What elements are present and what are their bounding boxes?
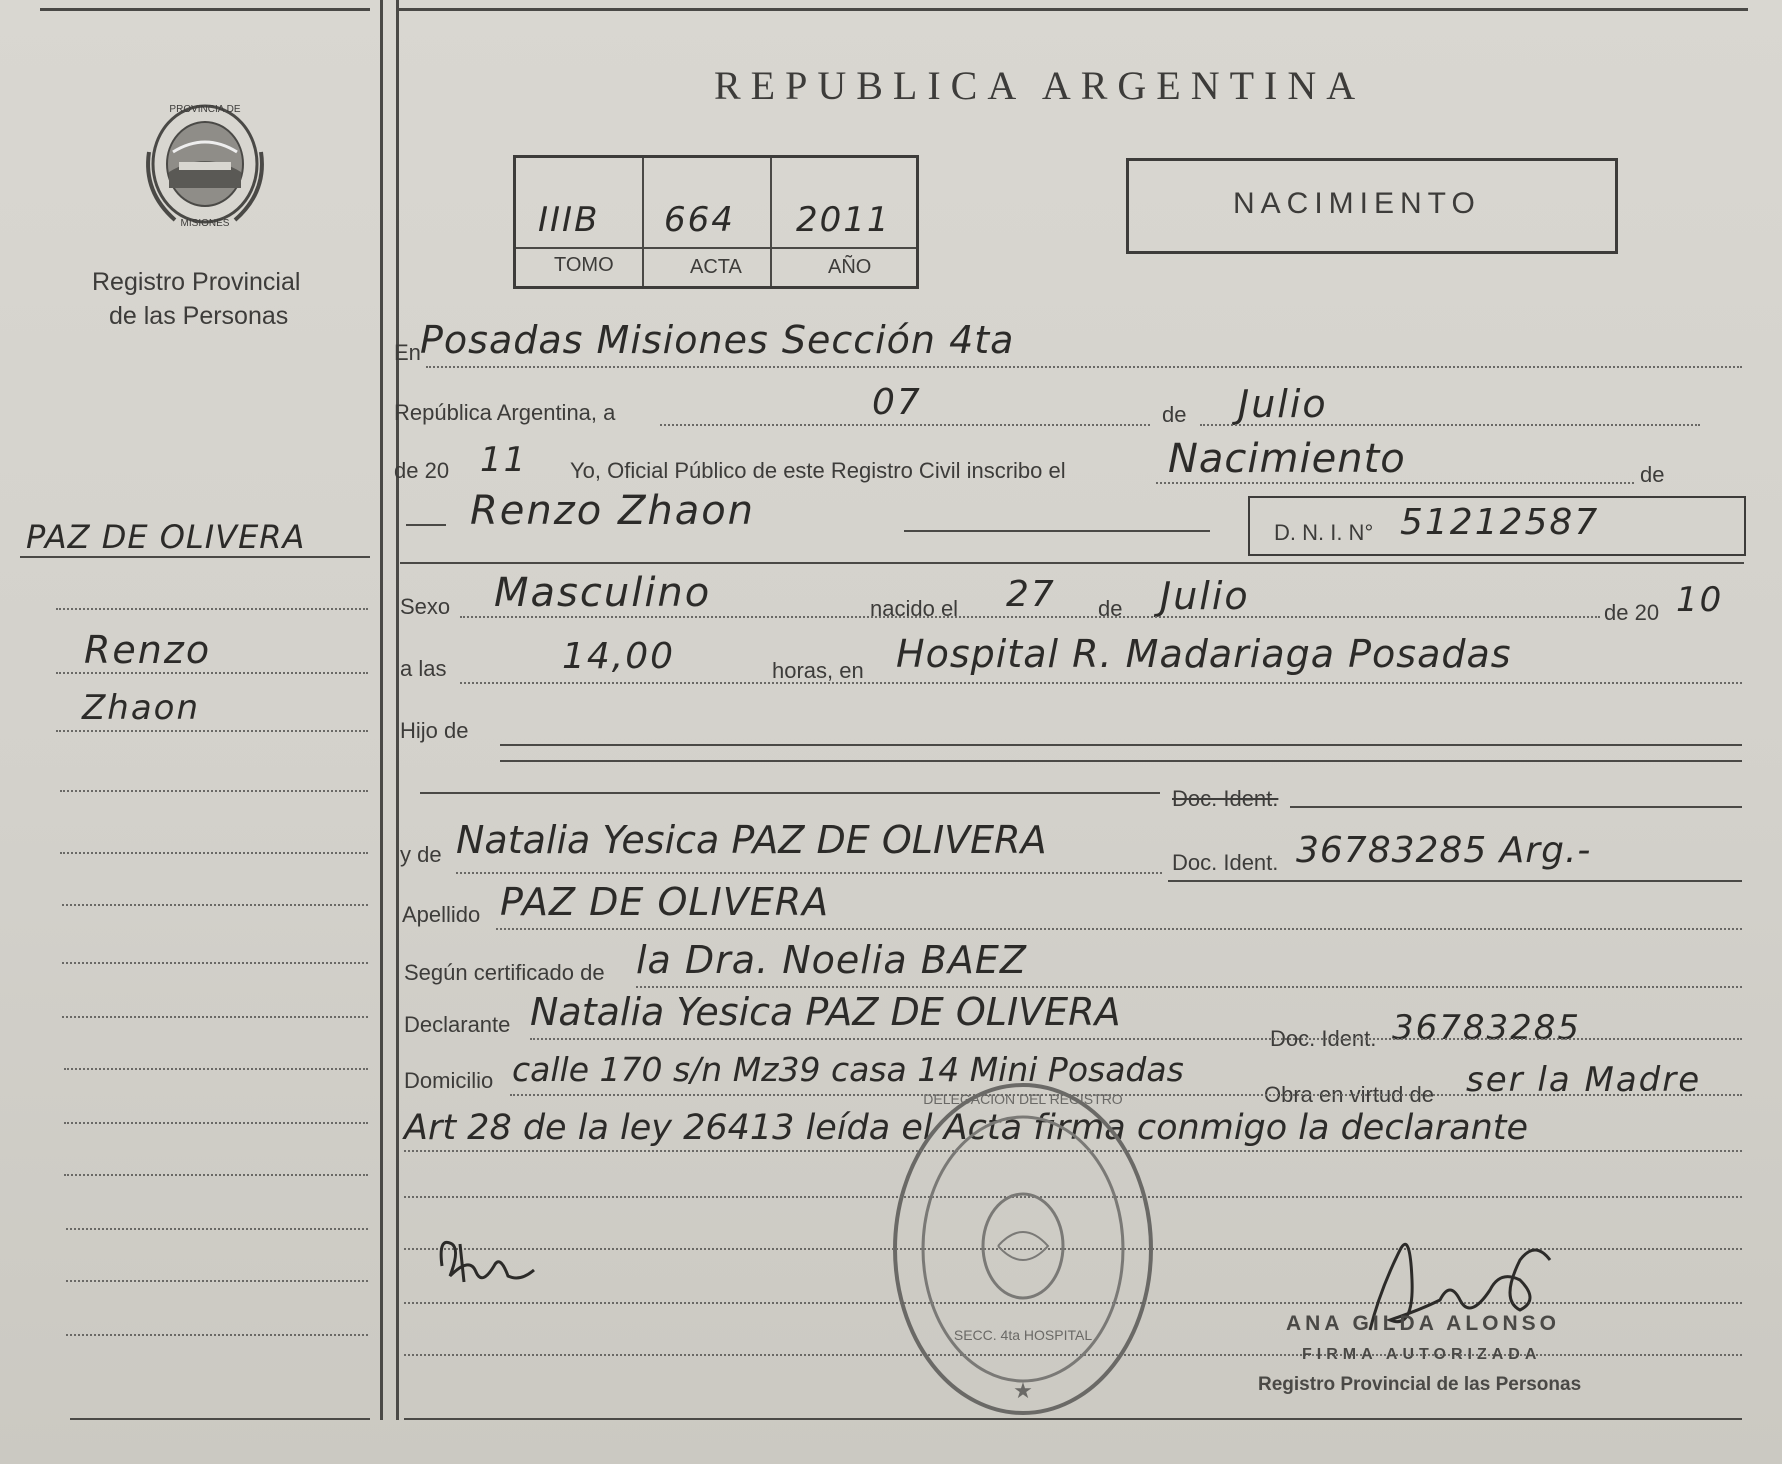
- madre-doc-line: [1168, 880, 1742, 882]
- en-value: Posadas Misiones Sección 4ta: [420, 318, 1015, 362]
- registry-name-line2: de las Personas: [109, 302, 289, 330]
- seal-bottom-text: MISIONES: [180, 218, 230, 229]
- domicilio-value: calle 170 s/n Mz39 casa 14 Mini Posadas: [512, 1050, 1184, 1089]
- margin-row: [60, 852, 368, 854]
- alas-line: [460, 682, 1742, 684]
- de-label: de: [1162, 402, 1187, 427]
- docident1-line: [1290, 806, 1742, 808]
- dni-value: 51212587: [1400, 502, 1600, 543]
- nacido-year: 10: [1676, 580, 1724, 620]
- segun-label: Según certificado de: [404, 960, 605, 985]
- apellido-value: PAZ DE OLIVERA: [500, 880, 830, 924]
- padre-line: [420, 792, 1160, 794]
- nacido-day: 27: [1006, 574, 1056, 615]
- provincial-seal-icon: [135, 92, 275, 237]
- record-box-rule: [516, 247, 916, 249]
- madre-doc: 36783285 Arg.-: [1296, 830, 1592, 871]
- nombre-value: Renzo Zhaon: [470, 488, 756, 534]
- tomo-value: IIIB: [538, 200, 600, 240]
- year-value: 11: [480, 440, 528, 480]
- margin-bottom-rule: [70, 1418, 370, 1420]
- margin-row: [64, 1122, 368, 1124]
- yde-label: y de: [400, 842, 442, 867]
- republica-line: [660, 424, 1150, 426]
- declarante-value: Natalia Yesica PAZ DE OLIVERA: [530, 990, 1121, 1034]
- segun-line: [636, 986, 1742, 988]
- tomo-label: TOMO: [554, 254, 614, 276]
- alas-label: a las: [400, 656, 447, 681]
- hijo-line-2: [500, 760, 1742, 762]
- record-type-label: NACIMIENTO: [1233, 187, 1481, 220]
- seal-top-text: PROVINCIA DE: [169, 104, 241, 115]
- nacido-month: Julio: [1160, 574, 1250, 618]
- margin-row: [56, 608, 368, 610]
- madre-value: Natalia Yesica PAZ DE OLIVERA: [456, 818, 1047, 862]
- document-title: REPUBLICA ARGENTINA: [714, 63, 1366, 108]
- obra-label: Obra en virtud de: [1264, 1082, 1434, 1107]
- column-divider-left: [380, 0, 383, 1420]
- ano-value: 2011: [796, 200, 891, 240]
- declarant-signature-icon: [430, 1226, 550, 1296]
- acta-value: 664: [664, 200, 735, 240]
- margin-row: [66, 1334, 368, 1336]
- art-value: Art 28 de la ley 26413 leída el Acta firma conmigo la declarante: [404, 1108, 1529, 1148]
- domicilio-label: Domicilio: [404, 1068, 494, 1093]
- horas-label: horas, en: [772, 658, 864, 683]
- acto-value: Nacimiento: [1168, 436, 1406, 482]
- margin-row: [62, 1016, 368, 1018]
- acto-line: [1156, 482, 1634, 484]
- top-rule-right: [396, 8, 1748, 11]
- docident3-label: Doc. Ident.: [1270, 1026, 1377, 1051]
- hijo-label: Hijo de: [400, 718, 469, 743]
- record-box-divider-2: [770, 158, 772, 286]
- margin-surname-line: [20, 556, 370, 558]
- column-divider-right: [396, 0, 399, 1420]
- dni-label: D. N. I. N°: [1274, 520, 1374, 545]
- sexo-value: Masculino: [494, 570, 712, 616]
- margin-row: [64, 1068, 368, 1070]
- record-number-box: [513, 155, 919, 289]
- record-type-box: [1126, 158, 1618, 254]
- declarante-label: Declarante: [404, 1012, 511, 1037]
- docident2-label: Doc. Ident.: [1172, 850, 1279, 875]
- nacido-year-label: de 20: [1604, 600, 1660, 625]
- dni-box: [1248, 496, 1746, 556]
- apellido-label: Apellido: [402, 902, 481, 927]
- margin-row: [66, 1228, 368, 1230]
- nombre-dash: [406, 524, 446, 526]
- sexo-line: [460, 616, 1600, 618]
- declarante-line: [530, 1038, 1742, 1040]
- ano-label: AÑO: [828, 256, 872, 278]
- year-label: de 20: [394, 458, 450, 483]
- republica-label: República Argentina, a: [394, 400, 616, 425]
- record-box-divider-1: [642, 158, 644, 286]
- signer-name: ANA GILDA ALONSO: [1286, 1312, 1560, 1335]
- official-stamp-icon: [888, 1078, 1158, 1420]
- acta-label: ACTA: [690, 256, 742, 278]
- signer-role: FIRMA AUTORIZADA: [1302, 1346, 1542, 1363]
- en-line: [426, 366, 1742, 368]
- day-value: 07: [872, 382, 922, 423]
- margin-row: [66, 1280, 368, 1282]
- margin-row: [62, 962, 368, 964]
- apellido-line: [496, 928, 1742, 930]
- sexo-label: Sexo: [400, 594, 451, 619]
- de2-label: de: [1640, 462, 1665, 487]
- signer-org: Registro Provincial de las Personas: [1258, 1374, 1582, 1395]
- lugar-value: Hospital R. Madariaga Posadas: [896, 632, 1512, 676]
- margin-row: [56, 730, 368, 732]
- margin-row: [64, 1174, 368, 1176]
- registry-name-line1: Registro Provincial: [92, 268, 301, 296]
- margin-name1: Renzo: [84, 628, 212, 672]
- stamp-inner-text: SECC. 4ta HOSPITAL: [953, 1327, 1093, 1343]
- svg-text:★: ★: [1013, 1378, 1033, 1403]
- stamp-outer-text: DELEGACION DEL REGISTRO: [923, 1091, 1123, 1107]
- margin-row: [62, 904, 368, 906]
- en-label: En: [394, 340, 421, 365]
- margin-row: [56, 672, 368, 674]
- dni-under-rule: [400, 562, 1744, 564]
- month-value: Julio: [1238, 382, 1328, 426]
- margin-surname: PAZ DE OLIVERA: [26, 518, 306, 556]
- segun-value: la Dra. Noelia BAEZ: [636, 938, 1027, 982]
- de3-label: de: [1098, 596, 1123, 621]
- nombre-line: [904, 530, 1210, 532]
- nacido-label: nacido el: [870, 596, 959, 621]
- hora-value: 14,00: [562, 636, 676, 677]
- obra-value: ser la Madre: [1466, 1060, 1702, 1100]
- margin-row: [60, 790, 368, 792]
- declarante-doc: 36783285: [1392, 1008, 1582, 1048]
- month-line: [1200, 424, 1700, 426]
- yde-line: [456, 872, 1162, 874]
- margin-name2: Zhaon: [82, 688, 201, 728]
- yo-label: Yo, Oficial Público de este Registro Civil inscribo el: [570, 458, 1066, 483]
- top-rule-left: [40, 8, 370, 11]
- docident1-label: Doc. Ident.: [1172, 786, 1279, 811]
- hijo-line: [500, 744, 1742, 746]
